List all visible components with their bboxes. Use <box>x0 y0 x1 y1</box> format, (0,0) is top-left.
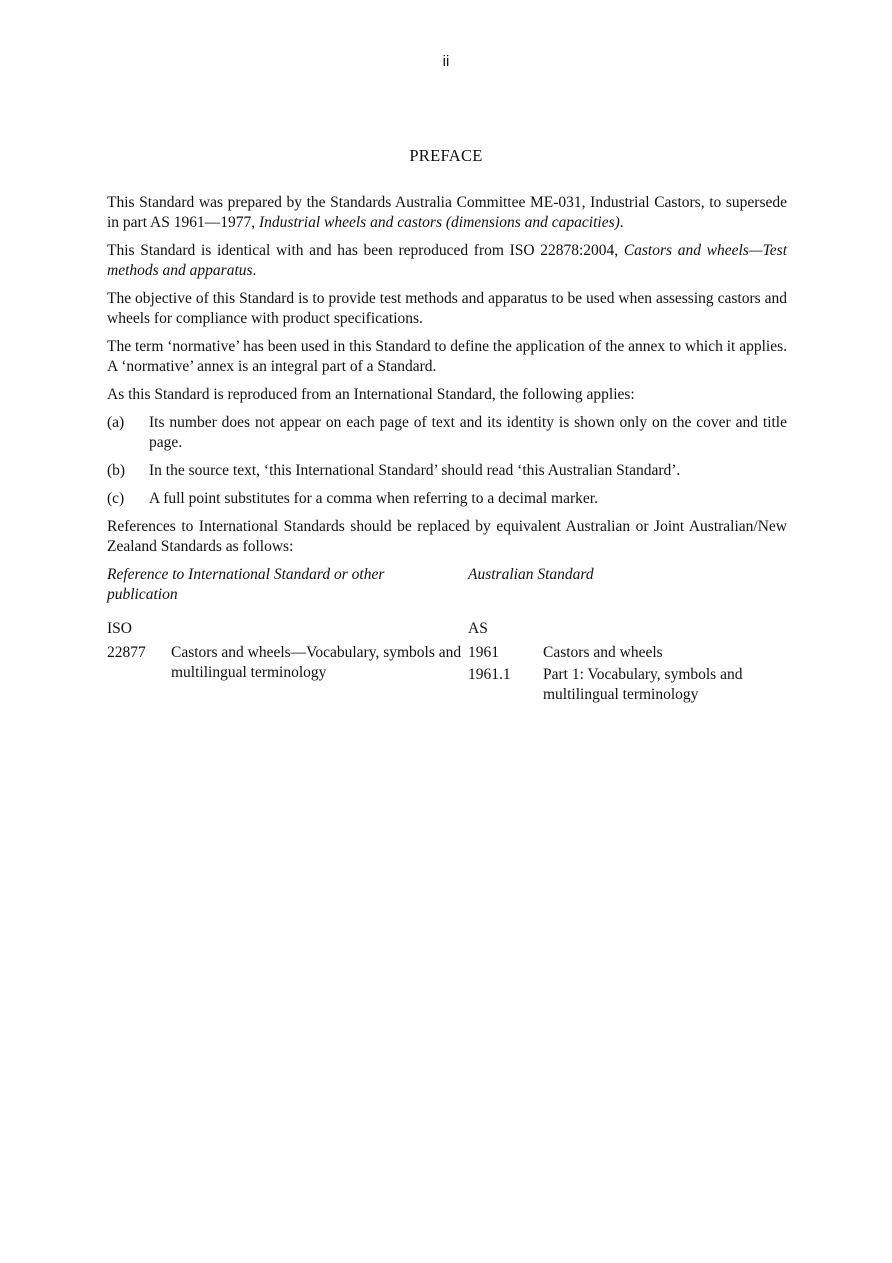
reference-international-column <box>107 565 468 707</box>
list-text: A full point substitutes for a comma when referring to a decimal marker. <box>149 490 598 507</box>
reference-table <box>107 565 787 707</box>
list-item <box>107 489 787 509</box>
paragraph-references: References to International Standards should be replaced by equivalent Australian or Joint Australian/New Zealand Standards as follows: <box>107 518 787 555</box>
as-number: 1961.1 <box>468 666 511 683</box>
paragraph-identical-end: . <box>252 262 257 279</box>
superseded-standard-title: Industrial wheels and castors (dimensions and capacities) <box>259 214 620 231</box>
document-body <box>107 193 787 707</box>
list-item <box>107 461 787 481</box>
list-item <box>107 413 787 453</box>
iso-number: 22877 <box>107 644 146 661</box>
table-row <box>468 643 787 663</box>
paragraph-committee-end: . <box>619 214 624 231</box>
reference-australian-column <box>468 565 787 707</box>
as-title: Castors and wheels <box>543 644 663 661</box>
australian-column-heading: Australian Standard <box>468 566 594 583</box>
as-title: Part 1: Vocabulary, symbols and multilingual terminology <box>543 666 743 703</box>
paragraph-normative: The term ‘normative’ has been used in this Standard to define the application of the annex to which it applies. A ‘normative’ annex is an integral part of a Standard. <box>107 338 787 375</box>
table-row <box>107 643 468 683</box>
paragraph-committee <box>107 193 787 233</box>
paragraph-identical <box>107 241 787 281</box>
list-text: In the source text, ‘this International Standard’ should read ‘this Australian Standard’. <box>149 462 681 479</box>
iso-standard-title: Castors and wheels—Test methods and apparatus <box>107 242 787 279</box>
list-marker: (a) <box>107 414 125 431</box>
international-column-heading: Reference to International Standard or other publication <box>107 566 385 603</box>
as-number: 1961 <box>468 644 499 661</box>
paragraph-applies: As this Standard is reproduced from an International Standard, the following applies: <box>107 386 635 403</box>
list-marker: (c) <box>107 490 125 507</box>
paragraph-objective: The objective of this Standard is to provide test methods and apparatus to be used when assessing castors and wheels for compliance with product specifications. <box>107 290 787 327</box>
page-number: ii <box>442 53 450 70</box>
list-marker: (b) <box>107 462 126 479</box>
table-row <box>468 665 787 705</box>
iso-label: ISO <box>107 620 132 637</box>
paragraph-identical-text: This Standard is identical with and has been reproduced from ISO 22878:2004, <box>107 242 624 259</box>
paragraph-committee-text: This Standard was prepared by the Standards Australia Committee ME-031, Industrial Castors, to supersede in part AS 1961—1977, <box>107 194 787 231</box>
page-title: PREFACE <box>409 146 483 165</box>
list-text: Its number does not appear on each page of text and its identity is shown only on the cover and title page. <box>149 414 787 451</box>
as-label: AS <box>468 620 488 637</box>
iso-title: Castors and wheels—Vocabulary, symbols and multilingual terminology <box>171 644 462 681</box>
